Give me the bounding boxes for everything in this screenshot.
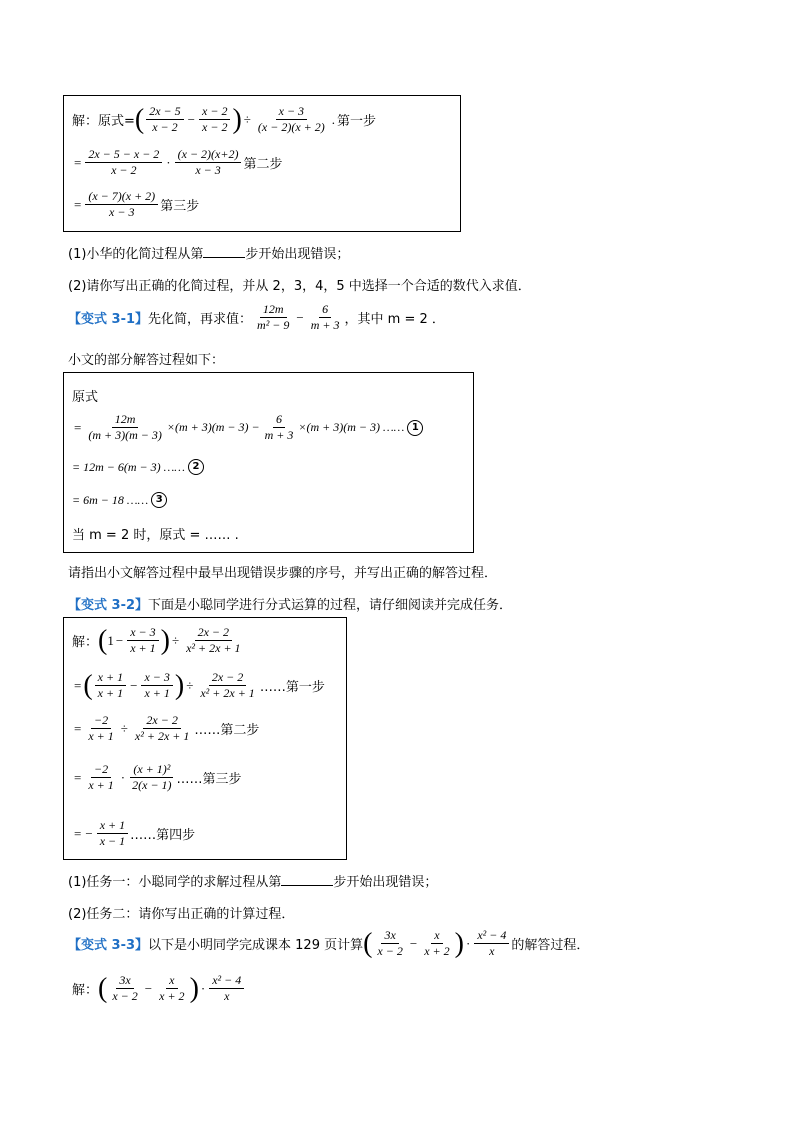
minus-sign: −	[296, 309, 304, 325]
equals-sign: =	[74, 196, 82, 212]
step-label: 第二步	[243, 157, 283, 172]
expression-text: = 12m − 6(m − 3) ……	[72, 459, 185, 474]
variant-tail: 的解答过程．	[511, 938, 590, 953]
fraction: $\frac{x + 1}{x + 1}$	[95, 670, 126, 701]
step-label: ……第二步	[194, 723, 260, 738]
box3-line-3	[72, 713, 259, 744]
question-2: (2)请你写出正确的化简过程，并从 2，3，4，5 中选择一个合适的数代入求值．	[68, 279, 531, 294]
right-paren: )	[232, 103, 242, 135]
step-label: ……第三步	[176, 772, 242, 787]
fraction: $\frac{x - 3}{x + 1}$	[141, 670, 172, 701]
fraction: $\frac{3x}{x - 2}$	[377, 928, 403, 958]
box3-line-4	[72, 762, 242, 793]
equals-sign: =	[74, 677, 82, 693]
intro-text: 小文的部分解答过程如下：	[68, 353, 225, 368]
variant-tail: ，其中 m = 2 ．	[344, 312, 445, 327]
box3-line-1	[72, 625, 246, 656]
circled-number-2: 2	[188, 459, 204, 475]
question-1	[68, 243, 349, 262]
answer-blank[interactable]	[281, 885, 333, 886]
fraction: $\frac{12m}{(m + 3)(m - 3)}$	[88, 412, 162, 442]
minus-sign: −	[115, 632, 124, 648]
minus-sign: −	[144, 980, 153, 996]
minus-sign: −	[130, 677, 138, 693]
box2-line-0: 原式	[72, 390, 99, 405]
fraction: $\frac{6}{m + 3}$	[310, 302, 340, 332]
dot-operator: ·	[465, 935, 471, 951]
box3-prefix: 解：	[72, 635, 99, 650]
divide-sign: ÷	[171, 632, 180, 648]
divide-sign: ÷	[120, 720, 128, 736]
fraction: $\frac{2x - 2}{\text{x² + 2x + 1}}$	[186, 625, 241, 655]
box2-line-2	[72, 459, 204, 475]
left-paren: (	[134, 103, 145, 135]
fraction: $\frac{2x - 5}{x - 2}$	[146, 104, 183, 135]
circled-number-1: 1	[407, 420, 423, 436]
box1-line-1	[72, 104, 376, 135]
equals-sign: =	[74, 419, 82, 435]
minus-sign: −	[85, 825, 93, 841]
fraction: $\frac{x - 2}{x - 2}$	[199, 104, 230, 135]
expression-text: ×(m + 3)(m − 3) ……	[298, 420, 405, 434]
box2-line-3	[72, 492, 167, 508]
task-1	[68, 871, 437, 890]
box2-line-1	[72, 412, 423, 443]
step-label: ……第一步	[259, 680, 325, 695]
question-text: 步开始出现错误；	[245, 247, 350, 262]
minus-sign: −	[409, 935, 418, 951]
box3-line-2	[72, 670, 325, 701]
dot-operator: ·	[200, 980, 206, 996]
solution-prefix: 解：	[72, 983, 99, 998]
answer-blank[interactable]	[203, 257, 245, 258]
right-paren: )	[189, 972, 199, 1004]
right-paren: )	[454, 927, 464, 959]
box3-line-5	[72, 818, 195, 849]
right-paren: )	[174, 669, 185, 701]
variant-text: 下面是小聪同学进行分式运算的过程，请仔细阅读并完成任务．	[148, 598, 513, 613]
fraction: $\frac{2x - 5 - x - 2}{x - 2}$	[85, 147, 162, 178]
dot-operator: ·	[166, 154, 171, 170]
fraction: $\frac{x - 3}{(x - 2)(x + 2)}$	[257, 104, 325, 134]
equals-sign: =	[74, 154, 82, 170]
fraction: $\frac{x}{x + 2}$	[159, 973, 185, 1003]
left-paren: (	[98, 972, 108, 1004]
minus-sign: −	[187, 111, 196, 127]
fraction: $\frac{(x - 2)(x+2)}{x - 3}$	[175, 147, 242, 178]
fraction: $\frac{x}{x + 2}$	[424, 928, 450, 958]
fraction: $\frac{2x - 2}{\text{x² + 2x + 1}}$	[134, 713, 190, 743]
variant-tag: 【变式 3-2】	[68, 598, 149, 613]
fraction: $\frac{x - 3}{x + 1}$	[127, 625, 158, 656]
fraction: $\frac{2x - 2}{\text{x² + 2x + 1}}$	[200, 670, 255, 700]
step-label: 第一步	[337, 114, 377, 129]
fraction: $\frac{-2}{x + 1}$	[88, 713, 114, 743]
step-label: 第三步	[160, 199, 200, 214]
divide-sign: ÷	[243, 111, 251, 127]
left-paren: (	[83, 669, 93, 701]
fraction: $\frac{\text{x² − 4}}{x}$	[474, 928, 509, 959]
right-paren: )	[160, 624, 170, 656]
fraction: $\frac{12m}{\text{m² − 9}}$	[257, 302, 290, 332]
equals-sign: =	[74, 825, 82, 841]
fraction: $\frac{(x - 7)(x + 2)}{x - 3}$	[85, 189, 158, 220]
variant-text: 先化简，再求值：	[148, 312, 253, 327]
expression-text: ×(m + 3)(m − 3) −	[166, 420, 260, 434]
fraction: $\frac{6}{m + 3}$	[264, 412, 294, 442]
task-text: (1)任务一：小聪同学的求解过程从第	[68, 875, 282, 890]
question-3: 请指出小文解答过程中最早出现错误步骤的序号，并写出正确的解答过程．	[68, 566, 498, 581]
equals-sign: =	[74, 720, 82, 736]
dot-operator: ·	[120, 769, 126, 785]
variant-3-1	[68, 302, 445, 333]
step-label: ……第四步	[130, 828, 196, 843]
fraction: $\frac{-2}{x + 1}$	[88, 762, 114, 792]
box1-line-3	[72, 189, 199, 220]
period: .	[331, 111, 336, 127]
expression-text: = 6m − 18 ……	[72, 492, 149, 507]
left-paren: (	[363, 927, 373, 959]
box1-line-2	[72, 147, 283, 178]
fraction: $\frac{3x}{x - 2}$	[112, 973, 138, 1003]
fraction: $\frac{\text{(x + 1)²}}{2(x - 1)}$	[132, 762, 172, 792]
variant-tag: 【变式 3-3】	[68, 938, 149, 953]
task-text: 步开始出现错误；	[333, 875, 438, 890]
equals-sign: =	[74, 769, 82, 785]
box2-line-4: 当 m = 2 时，原式 = …… .	[72, 528, 239, 543]
variant-3-3-solution	[72, 973, 246, 1004]
variant-tag: 【变式 3-1】	[68, 312, 149, 327]
task-2: (2)任务二：请你写出正确的计算过程．	[68, 907, 295, 922]
circled-number-3: 3	[151, 492, 167, 508]
fraction: $\frac{\text{x² − 4}}{x}$	[209, 973, 244, 1004]
fraction: $\frac{x + 1}{x - 1}$	[97, 818, 128, 849]
variant-text: 以下是小明同学完成课本 129 页计算	[148, 938, 364, 953]
box1-prefix: 解：原式=	[72, 114, 135, 129]
variant-3-2	[68, 594, 512, 613]
divide-sign: ÷	[186, 677, 194, 693]
left-paren: (	[98, 624, 108, 656]
variant-3-3	[68, 928, 589, 959]
one: 1	[107, 632, 114, 648]
question-text: (1)小华的化简过程从第	[68, 247, 204, 262]
